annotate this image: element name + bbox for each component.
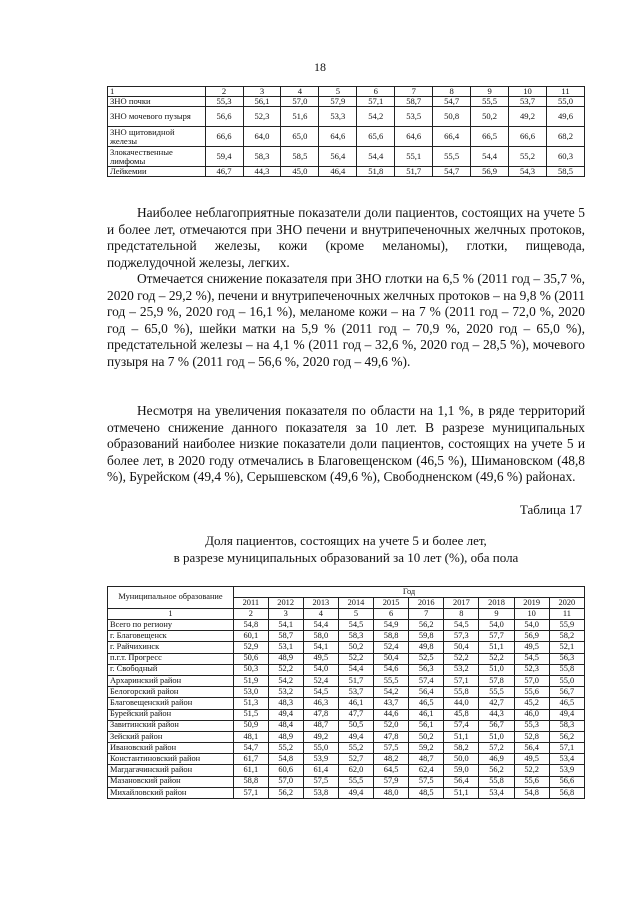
value-cell: 57,1 [234,787,269,798]
value-cell: 51,5 [234,709,269,720]
header-cell: 7 [395,87,433,97]
value-cell: 54,1 [303,642,338,653]
index-cell: 3 [268,609,303,620]
value-cell: 60,6 [268,765,303,776]
table-row [108,787,585,798]
value-cell: 54,4 [303,620,338,631]
value-cell: 54,7 [433,97,471,107]
value-cell: 53,4 [479,787,514,798]
value-cell: 56,1 [243,97,281,107]
header-cell: 11 [547,87,585,97]
table-row [108,765,585,776]
row-name-cell: ЗНО щитовидной железы [108,127,206,147]
municipality-name-cell: Бурейский район [108,709,234,720]
value-cell: 51,1 [444,731,479,742]
value-cell: 56,4 [444,776,479,787]
row-name-cell: Злокачественные лимфомы [108,147,206,167]
value-cell: 62,0 [338,765,373,776]
value-cell: 51,0 [479,731,514,742]
value-cell: 58,0 [303,631,338,642]
value-cell: 58,7 [395,97,433,107]
value-cell: 59,4 [205,147,243,167]
value-cell: 65,6 [357,127,395,147]
value-cell: 54,2 [268,675,303,686]
value-cell: 57,7 [479,631,514,642]
value-cell: 52,2 [444,653,479,664]
value-cell: 53,8 [303,787,338,798]
header-cell: 3 [243,87,281,97]
value-cell: 55,6 [514,776,549,787]
municipality-name-cell: Мазановский район [108,776,234,787]
value-cell: 56,3 [409,664,444,675]
value-cell: 51,8 [357,167,395,177]
year-cell: 2012 [268,598,303,609]
value-cell: 50,2 [338,642,373,653]
year-cell: 2018 [479,598,514,609]
value-cell: 55,2 [268,743,303,754]
value-cell: 53,7 [338,687,373,698]
index-cell: 4 [303,609,338,620]
value-cell: 53,3 [319,107,357,127]
value-cell: 47,7 [338,709,373,720]
table-row [108,687,585,698]
value-cell: 56,2 [549,731,584,742]
value-cell: 48,3 [268,698,303,709]
value-cell: 46,1 [338,698,373,709]
value-cell: 50,6 [234,653,269,664]
value-cell: 57,4 [444,720,479,731]
value-cell: 54,7 [433,167,471,177]
value-cell: 44,0 [444,698,479,709]
value-cell: 55,3 [205,97,243,107]
value-cell: 56,2 [479,765,514,776]
value-cell: 53,9 [303,754,338,765]
value-cell: 49,4 [268,709,303,720]
value-cell: 48,9 [268,653,303,664]
value-cell: 51,7 [395,167,433,177]
value-cell: 52,1 [549,642,584,653]
value-cell: 45,0 [281,167,319,177]
value-cell: 46,1 [409,709,444,720]
index-row [108,609,585,620]
index-cell: 10 [514,609,549,620]
value-cell: 55,3 [514,720,549,731]
municipality-name-cell: Магдагачинский район [108,765,234,776]
value-cell: 66,6 [509,127,547,147]
index-cell: 6 [374,609,409,620]
value-cell: 54,5 [303,687,338,698]
value-cell: 48,1 [234,731,269,742]
value-cell: 44,6 [374,709,409,720]
value-cell: 54,5 [338,620,373,631]
value-cell: 54,8 [234,620,269,631]
value-cell: 59,2 [409,743,444,754]
municipality-name-cell: Михайловский район [108,787,234,798]
value-cell: 47,8 [303,709,338,720]
value-cell: 56,4 [409,687,444,698]
table-title-line-1: Доля пациентов, состоящих на учете 5 и более лет, [205,533,487,548]
index-cell: 2 [234,609,269,620]
value-cell: 51,6 [281,107,319,127]
value-cell: 50,2 [471,107,509,127]
value-cell: 56,7 [479,720,514,731]
value-cell: 55,0 [547,97,585,107]
value-cell: 58,8 [234,776,269,787]
value-cell: 53,4 [549,754,584,765]
value-cell: 47,8 [374,731,409,742]
value-cell: 49,4 [338,787,373,798]
value-cell: 55,2 [338,743,373,754]
year-cell: 2013 [303,598,338,609]
value-cell: 62,4 [409,765,444,776]
value-cell: 56,9 [471,167,509,177]
value-cell: 52,4 [303,675,338,686]
value-cell: 57,2 [479,743,514,754]
value-cell: 58,5 [547,167,585,177]
value-cell: 54,9 [374,620,409,631]
value-cell: 56,3 [549,653,584,664]
value-cell: 52,3 [514,664,549,675]
header-cell: 10 [509,87,547,97]
value-cell: 54,4 [338,664,373,675]
municipality-name-cell: Всего по региону [108,620,234,631]
value-cell: 53,0 [234,687,269,698]
municipality-name-cell: п.г.т. Прогресс [108,653,234,664]
value-cell: 55,2 [509,147,547,167]
value-cell: 49,5 [514,642,549,653]
value-cell: 55,6 [514,687,549,698]
value-cell: 49,5 [514,754,549,765]
value-cell: 46,5 [549,698,584,709]
index-cell: 7 [409,609,444,620]
value-cell: 58,3 [243,147,281,167]
table-row [108,167,585,177]
index-cell: 8 [444,609,479,620]
value-cell: 49,8 [409,642,444,653]
value-cell: 66,4 [433,127,471,147]
value-cell: 51,1 [479,642,514,653]
municipality-name-cell: г. Райчихинск [108,642,234,653]
year-cell: 2011 [234,598,269,609]
paragraph-municipal-lows: Несмотря на увеличения показателя по области на 1,1 %, в ряде территорий отмечено снижение данного показателя за 10 лет. В разрезе муниципальных образований наиболее низкие показатели доли пациентов, состоящих на учете 5 и более лет, в 2020 году отмечались в Благовещенском (46,5 %), Шимановском (48,8 %), Бурейском (49,4 %), Серышевском (49,6 %), Свободненском (49,6 %) районах. [107,403,585,484]
table-row [108,720,585,731]
value-cell: 55,9 [549,620,584,631]
value-cell: 60,1 [234,631,269,642]
value-cell: 59,0 [444,765,479,776]
value-cell: 51,7 [338,675,373,686]
cancer-survival-table-continued [107,86,585,177]
value-cell: 45,2 [514,698,549,709]
value-cell: 51,1 [444,787,479,798]
value-cell: 54,4 [357,147,395,167]
table-row [108,731,585,742]
value-cell: 52,8 [514,731,549,742]
value-cell: 52,7 [338,754,373,765]
value-cell: 48,7 [409,754,444,765]
table-header-row [108,587,585,598]
value-cell: 51,0 [479,664,514,675]
table-row [108,709,585,720]
value-cell: 55,0 [549,675,584,686]
value-cell: 46,4 [319,167,357,177]
header-cell: 6 [357,87,395,97]
municipality-name-cell: Константиновский район [108,754,234,765]
value-cell: 64,6 [395,127,433,147]
value-cell: 54,0 [303,664,338,675]
value-cell: 54,8 [514,787,549,798]
value-cell: 56,8 [549,787,584,798]
value-cell: 54,0 [514,620,549,631]
value-cell: 57,8 [479,675,514,686]
value-cell: 57,0 [281,97,319,107]
municipality-name-cell: г. Благовещенск [108,631,234,642]
table-row [108,147,585,167]
table-row [108,620,585,631]
value-cell: 57,5 [374,743,409,754]
value-cell: 54,7 [234,743,269,754]
value-cell: 53,1 [268,642,303,653]
value-cell: 64,5 [374,765,409,776]
value-cell: 57,9 [319,97,357,107]
index-cell: 5 [338,609,373,620]
header-cell: 9 [471,87,509,97]
value-cell: 56,6 [205,107,243,127]
value-cell: 54,4 [471,147,509,167]
table-title [107,532,585,566]
value-cell: 58,7 [268,631,303,642]
value-cell: 57,1 [549,743,584,754]
value-cell: 56,4 [319,147,357,167]
year-cell: 2016 [409,598,444,609]
value-cell: 57,9 [374,776,409,787]
value-cell: 55,8 [444,687,479,698]
value-cell: 54,3 [509,167,547,177]
value-cell: 48,2 [374,754,409,765]
index-cell: 11 [549,609,584,620]
year-cell: 2015 [374,598,409,609]
value-cell: 57,0 [268,776,303,787]
value-cell: 58,8 [374,631,409,642]
value-cell: 58,5 [281,147,319,167]
table-row [108,698,585,709]
table-row [108,675,585,686]
value-cell: 52,0 [374,720,409,731]
table-row [108,754,585,765]
value-cell: 49,2 [303,731,338,742]
value-cell: 64,0 [243,127,281,147]
value-cell: 52,2 [338,653,373,664]
value-cell: 55,5 [433,147,471,167]
value-cell: 52,4 [374,642,409,653]
municipality-name-cell: Зейский район [108,731,234,742]
value-cell: 57,5 [409,776,444,787]
paragraph-unfavorable-indicators: Наиболее неблагоприятные показатели доли пациентов, состоящих на учете 5 и более лет, отмечаются при ЗНО печени и внутрипеченочных желчных протоков, предстательной железы, кожи (кроме меланомы), глотки, пищевода, поджелудочной железы, легких. [107,205,585,270]
value-cell: 46,0 [514,709,549,720]
value-cell: 46,9 [479,754,514,765]
value-cell: 55,5 [471,97,509,107]
value-cell: 55,5 [479,687,514,698]
value-cell: 52,5 [409,653,444,664]
value-cell: 43,7 [374,698,409,709]
value-cell: 54,5 [514,653,549,664]
value-cell: 56,2 [268,787,303,798]
value-cell: 52,9 [234,642,269,653]
value-cell: 46,3 [303,698,338,709]
table-row [108,743,585,754]
table-row [108,653,585,664]
value-cell: 48,5 [409,787,444,798]
header-cell: 2 [205,87,243,97]
value-cell: 45,8 [444,709,479,720]
value-cell: 49,2 [509,107,547,127]
municipality-name-cell: г. Свободный [108,664,234,675]
value-cell: 51,9 [234,675,269,686]
value-cell: 52,3 [243,107,281,127]
value-cell: 59,8 [409,631,444,642]
row-name-cell: ЗНО почки [108,97,206,107]
table-caption: Таблица 17 [519,502,582,517]
year-cell: 2014 [338,598,373,609]
value-cell: 66,6 [205,127,243,147]
value-cell: 53,7 [509,97,547,107]
value-cell: 55,5 [338,776,373,787]
table-header-row [108,87,585,97]
value-cell: 64,6 [319,127,357,147]
value-cell: 48,9 [268,731,303,742]
value-cell: 49,4 [338,731,373,742]
year-header-cell: Год [234,587,585,598]
value-cell: 53,9 [549,765,584,776]
table-row [108,97,585,107]
header-cell: 4 [281,87,319,97]
value-cell: 65,0 [281,127,319,147]
value-cell: 53,2 [444,664,479,675]
value-cell: 54,2 [357,107,395,127]
value-cell: 51,3 [234,698,269,709]
value-cell: 56,4 [514,743,549,754]
municipality-name-cell: Завитинский район [108,720,234,731]
municipality-name-cell: Благовещенский район [108,698,234,709]
value-cell: 56,6 [549,776,584,787]
value-cell: 48,0 [374,787,409,798]
value-cell: 56,2 [409,620,444,631]
value-cell: 57,0 [514,675,549,686]
value-cell: 49,6 [547,107,585,127]
value-cell: 57,1 [357,97,395,107]
value-cell: 56,7 [549,687,584,698]
value-cell: 54,6 [374,664,409,675]
value-cell: 61,7 [234,754,269,765]
value-cell: 54,8 [268,754,303,765]
year-cell: 2020 [549,598,584,609]
header-cell: 1 [108,87,206,97]
index-cell: 9 [479,609,514,620]
value-cell: 53,2 [268,687,303,698]
value-cell: 55,8 [549,664,584,675]
municipality-name-cell: Белогорский район [108,687,234,698]
value-cell: 50,2 [409,731,444,742]
value-cell: 58,2 [444,743,479,754]
value-cell: 57,3 [444,631,479,642]
value-cell: 57,4 [409,675,444,686]
value-cell: 50,4 [374,653,409,664]
value-cell: 54,1 [268,620,303,631]
value-cell: 49,5 [303,653,338,664]
municipality-header-cell: Муниципальное образование [108,587,234,609]
value-cell: 48,7 [303,720,338,731]
header-cell: 5 [319,87,357,97]
value-cell: 49,4 [549,709,584,720]
year-cell: 2017 [444,598,479,609]
value-cell: 58,3 [549,720,584,731]
value-cell: 52,2 [268,664,303,675]
value-cell: 50,8 [433,107,471,127]
value-cell: 56,1 [409,720,444,731]
value-cell: 57,5 [303,776,338,787]
table-row [108,642,585,653]
value-cell: 42,7 [479,698,514,709]
value-cell: 61,4 [303,765,338,776]
value-cell: 46,5 [409,698,444,709]
value-cell: 61,1 [234,765,269,776]
table-row [108,127,585,147]
value-cell: 50,0 [444,754,479,765]
value-cell: 66,5 [471,127,509,147]
value-cell: 68,2 [547,127,585,147]
table-row [108,107,585,127]
paragraph-indicator-decrease: Отмечается снижение показателя при ЗНО глотки на 6,5 % (2011 год – 35,7 %, 2020 год – 29,2 %), печени и внутрипеченочных желчных протоков – на 9,8 % (2011 год – 25,9 %, 2020 год – 16,1 %), меланоме кожи – на 7 % (2011 год – 72,0 %, 2020 год – 65,0 %), шейки матки на 5,9 % (2011 год – 70,9 %, 2020 год – 65,0 %), предстательной железы – на 4,1 % (2011 год – 32,6 %, 2020 год – 28,5 %), мочевого пузыря на 7 % (2011 год – 56,6 %, 2020 год – 49,6 %). [107,271,585,369]
year-cell: 2019 [514,598,549,609]
table-title-line-2: в разрезе муниципальных образований за 10 лет (%), оба пола [173,550,519,565]
value-cell: 52,2 [479,653,514,664]
value-cell: 48,4 [268,720,303,731]
value-cell: 44,3 [479,709,514,720]
row-name-cell: Лейкемии [108,167,206,177]
table-row [108,631,585,642]
value-cell: 56,9 [514,631,549,642]
municipal-table [107,586,585,799]
value-cell: 50,5 [338,720,373,731]
value-cell: 46,7 [205,167,243,177]
value-cell: 58,3 [338,631,373,642]
table-row [108,776,585,787]
value-cell: 44,3 [243,167,281,177]
municipality-name-cell: Архаринский район [108,675,234,686]
page-number: 18 [314,60,326,74]
value-cell: 55,5 [374,675,409,686]
value-cell: 55,8 [479,776,514,787]
value-cell: 55,0 [303,743,338,754]
value-cell: 50,3 [234,664,269,675]
value-cell: 54,0 [479,620,514,631]
row-name-cell: ЗНО мочевого пузыря [108,107,206,127]
header-cell: 8 [433,87,471,97]
value-cell: 52,2 [514,765,549,776]
value-cell: 60,3 [547,147,585,167]
value-cell: 54,5 [444,620,479,631]
value-cell: 57,1 [444,675,479,686]
value-cell: 58,2 [549,631,584,642]
value-cell: 55,1 [395,147,433,167]
value-cell: 50,4 [444,642,479,653]
table-row [108,664,585,675]
value-cell: 53,5 [395,107,433,127]
index-cell: 1 [108,609,234,620]
municipality-name-cell: Ивановский район [108,743,234,754]
value-cell: 54,2 [374,687,409,698]
value-cell: 50,9 [234,720,269,731]
